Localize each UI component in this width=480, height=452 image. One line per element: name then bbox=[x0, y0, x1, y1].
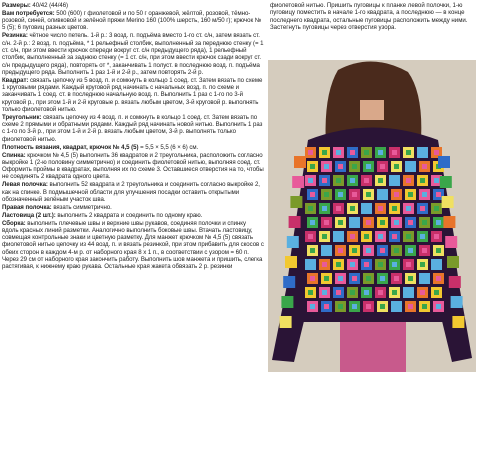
continuation-text: фиолетовой нитью. Пришить пуговицы к планке левой полочки, 1-ю пуговицу поместить в начале 1-го квадрата, а последнюю — в конце последнего квадрата, остальные пуговицы расположить между ними. Застегнуть пуговицы через отверстия узора. bbox=[270, 2, 468, 31]
granny-square bbox=[431, 203, 442, 214]
section-sizes bbox=[2, 2, 264, 9]
section-text: чётное число петель. 1-й р.: 3 возд. п. подъёма вместо 1-го ст. с/н, затем вязать ст. с/н. 2-й р.: 2 возд. п. подъёма, * 1 рельефный столбик, выполненный за переднюю стенку (= 1 ст. с/н, при этом ввести крючок спереди вокруг ст. с/н предыдущего ряда), 1 рельефный столбик, выполненный за заднюю стенку (= 1 ст. с/н, при этом ввести крючок сзади вокруг ст. с/н предыдущего ряда), повторять от *, заканчивать 1 полуст. в последнюю возд. п. подъёма предыдущего ряда. Выполнить 1 раз 1-й и 2-й р., затем повторять 2-й р. bbox=[2, 32, 264, 76]
granny-square bbox=[349, 189, 360, 200]
granny-square bbox=[377, 189, 388, 200]
granny-square bbox=[333, 175, 344, 186]
granny-square bbox=[333, 259, 344, 270]
granny-square bbox=[363, 301, 374, 312]
granny-square bbox=[403, 147, 414, 158]
section-title: Левая полочка: bbox=[2, 181, 48, 189]
granny-square bbox=[333, 287, 344, 298]
section-text: выполнить плечевые швы и верхние швы рукавов, соединяя полочки и спинку вдоль красных линий разметки. Аналогично выполнить боковые швы. Втачать ластовицу, совмещая контрольные знаки и цветную разметку. Для манжет крючком № 4,5 (5) связать фиолетовой нитью цепочку из 44 возд. п. и вязать резинкой, при этом прибавить для скосов с обеих сторон в каждом 4-м р. от наборного края 8 х 1 п., в соответствии с узором = 60 п. Через 29 см от наборного края закончить работу. Выполнить шов манжета и пришить, слегка растягивая, к нижнему краю рукава. Остальные края жакета обвязать 2 р. резинки bbox=[2, 219, 264, 271]
granny-square bbox=[319, 147, 330, 158]
granny-square bbox=[307, 273, 318, 284]
section-title: Ластовица (2 шт.): bbox=[2, 211, 56, 219]
granny-square bbox=[363, 189, 374, 200]
granny-square bbox=[349, 217, 360, 228]
granny-square bbox=[305, 231, 316, 242]
granny-square bbox=[419, 301, 430, 312]
granny-square bbox=[305, 147, 316, 158]
granny-square bbox=[363, 217, 374, 228]
granny-square bbox=[361, 259, 372, 270]
section-title: Вам потребуется: bbox=[2, 9, 55, 17]
granny-square bbox=[307, 245, 318, 256]
section-title: Спинка: bbox=[2, 151, 26, 159]
granny-square bbox=[377, 245, 388, 256]
granny-square bbox=[307, 301, 318, 312]
granny-square bbox=[375, 203, 386, 214]
granny-square bbox=[433, 245, 444, 256]
granny-square bbox=[363, 273, 374, 284]
granny-square bbox=[419, 245, 430, 256]
granny-square bbox=[335, 161, 346, 172]
granny-square bbox=[361, 287, 372, 298]
granny-square bbox=[389, 287, 400, 298]
sleeve-square bbox=[438, 156, 450, 168]
model-photo bbox=[268, 60, 476, 372]
section-title: Треугольник: bbox=[2, 113, 42, 121]
granny-square bbox=[305, 287, 316, 298]
sleeve-square bbox=[452, 316, 464, 328]
granny-square bbox=[391, 189, 402, 200]
granny-square bbox=[391, 301, 402, 312]
section-title: Правая полочка: bbox=[2, 203, 52, 211]
granny-square bbox=[403, 287, 414, 298]
granny-square bbox=[363, 245, 374, 256]
granny-square bbox=[349, 161, 360, 172]
granny-square bbox=[333, 203, 344, 214]
sleeve-square bbox=[287, 236, 299, 248]
section-title: Плотность вязания, квадрат, крючок № 4,5 (5) bbox=[2, 143, 139, 151]
section-materials bbox=[2, 10, 264, 32]
granny-square bbox=[389, 231, 400, 242]
granny-square bbox=[431, 231, 442, 242]
granny-square bbox=[405, 273, 416, 284]
granny-square bbox=[405, 245, 416, 256]
granny-square bbox=[347, 287, 358, 298]
section-text: крючком № 4,5 (5) выполнить 36 квадратов и 2 треугольника, расположить согласно выкройке 1 (2-ю половину симметрично) и соединить фиолетовой нитью, выполняя соед. ст. Оформить проймы в квадратах, выполняя их по схеме 3. Оставшиеся отверстия на то, чтобы не соединять 2 квадрата одного цвета. bbox=[2, 151, 264, 181]
granny-square bbox=[375, 259, 386, 270]
granny-square bbox=[347, 203, 358, 214]
section-text: связать цепочку из 5 возд. п. и сомкнуть в кольцо 1 соед. ст. Затем вязать по схеме 1 круговыми рядами. Каждый круговой ряд начинать с начальных возд. п. по схеме и заканчивать 1 соед. ст. в последнюю начальную возд. п. Выполнить 1 раз с 1-го по 3-й круговой р., при этом 1-й и 2-й круговые р. вязать любым цветом, 3-й круговой р. выполнять только фиолетовой нитью. bbox=[2, 76, 263, 113]
granny-square bbox=[335, 301, 346, 312]
jacket-illustration bbox=[268, 60, 476, 372]
section-text: 500 (600) г фиолетовой и по 50 г оранжевой, жёлтой, розовой, тёмно-розовой, синей, оливковой и зелёной пряжи Merino 160 (100% шерсть, 160 м/50 г); крючок № 5 (5); 6 пуговиц разных цветов. bbox=[2, 9, 262, 32]
granny-square bbox=[305, 175, 316, 186]
granny-square bbox=[305, 203, 316, 214]
granny-square bbox=[389, 203, 400, 214]
granny-square bbox=[347, 231, 358, 242]
granny-square bbox=[335, 273, 346, 284]
sleeve-square bbox=[281, 296, 293, 308]
sleeve-square bbox=[443, 216, 455, 228]
granny-square bbox=[321, 189, 332, 200]
granny-square bbox=[375, 287, 386, 298]
sleeve-square bbox=[280, 316, 292, 328]
granny-square bbox=[321, 245, 332, 256]
section-rib bbox=[2, 32, 264, 76]
granny-square bbox=[347, 175, 358, 186]
granny-square bbox=[349, 273, 360, 284]
granny-square bbox=[419, 161, 430, 172]
granny-square bbox=[307, 161, 318, 172]
granny-square bbox=[431, 259, 442, 270]
granny-square bbox=[377, 301, 388, 312]
granny-square bbox=[321, 217, 332, 228]
granny-square bbox=[403, 231, 414, 242]
sleeve-square bbox=[449, 276, 461, 288]
granny-square bbox=[403, 175, 414, 186]
granny-square bbox=[405, 217, 416, 228]
granny-square bbox=[361, 175, 372, 186]
granny-square bbox=[321, 301, 332, 312]
granny-square bbox=[419, 217, 430, 228]
section-text: вязать симметрично. bbox=[51, 203, 112, 211]
granny-square bbox=[361, 203, 372, 214]
sleeve-square bbox=[283, 276, 295, 288]
section-text: = 5,5 × 5,5 (6 × 6) см. bbox=[138, 143, 199, 151]
section-title: Сборка: bbox=[2, 219, 26, 227]
sleeve-square bbox=[285, 256, 297, 268]
granny-square bbox=[389, 175, 400, 186]
granny-square bbox=[405, 189, 416, 200]
section-gusset bbox=[2, 212, 264, 219]
granny-square bbox=[405, 301, 416, 312]
granny-square bbox=[377, 273, 388, 284]
granny-square bbox=[361, 231, 372, 242]
granny-square bbox=[349, 245, 360, 256]
granny-square bbox=[391, 217, 402, 228]
sleeve-square bbox=[290, 196, 302, 208]
granny-square bbox=[391, 161, 402, 172]
section-title: Размеры: bbox=[2, 2, 31, 9]
granny-square bbox=[361, 147, 372, 158]
granny-square bbox=[335, 217, 346, 228]
granny-square bbox=[321, 161, 332, 172]
sleeve-square bbox=[289, 216, 301, 228]
sleeve-square bbox=[445, 236, 457, 248]
section-triangle bbox=[2, 114, 264, 143]
granny-square bbox=[405, 161, 416, 172]
section-square bbox=[2, 77, 264, 113]
granny-square bbox=[377, 217, 388, 228]
sleeve-square bbox=[294, 156, 306, 168]
section-gauge bbox=[2, 144, 264, 151]
granny-square bbox=[417, 203, 428, 214]
granny-square bbox=[417, 147, 428, 158]
granny-square bbox=[431, 287, 442, 298]
granny-square bbox=[333, 147, 344, 158]
granny-square bbox=[319, 175, 330, 186]
granny-square bbox=[403, 203, 414, 214]
granny-square bbox=[375, 231, 386, 242]
granny-square bbox=[375, 147, 386, 158]
section-right-front bbox=[2, 204, 264, 211]
granny-square bbox=[375, 175, 386, 186]
granny-square bbox=[319, 287, 330, 298]
granny-square bbox=[389, 259, 400, 270]
granny-square bbox=[419, 189, 430, 200]
section-text: выполнить 52 квадрата и 2 треугольника и соединить согласно выкройке 2, как на спинке. В подмышечной области для улучшения посадки оставить открытыми обозначенный зелёным участок шва. bbox=[2, 181, 260, 203]
granny-square bbox=[307, 189, 318, 200]
granny-square bbox=[417, 259, 428, 270]
section-text: выполнить 2 квадрата и соединить по одному краю. bbox=[55, 211, 203, 219]
sleeve-square bbox=[440, 176, 452, 188]
sleeve-square bbox=[292, 176, 304, 188]
section-back bbox=[2, 152, 264, 181]
section-left-front bbox=[2, 181, 264, 203]
granny-square bbox=[319, 259, 330, 270]
granny-square bbox=[417, 231, 428, 242]
section-text: связать цепочку из 4 возд. п. и сомкнуть в кольцо 1 соед. ст. Затем вязать по схеме 2 прямыми и обратными рядами. Каждый ряд начинать новой нитью. Выполнить 1 раз с 1-го по 3-й р., при этом 1-й и 2-й р. вязать любым цветом, 3-й р. выполнять только фиолетовой нитью. bbox=[2, 113, 263, 143]
granny-square bbox=[363, 161, 374, 172]
instructions-continuation bbox=[270, 2, 476, 32]
granny-square bbox=[377, 161, 388, 172]
granny-square bbox=[417, 287, 428, 298]
granny-square bbox=[319, 203, 330, 214]
section-assembly bbox=[2, 220, 264, 271]
granny-square bbox=[321, 273, 332, 284]
granny-square bbox=[433, 301, 444, 312]
granny-square bbox=[347, 147, 358, 158]
granny-square bbox=[433, 273, 444, 284]
sleeve-square bbox=[442, 196, 454, 208]
granny-square bbox=[319, 231, 330, 242]
granny-square bbox=[391, 273, 402, 284]
granny-square bbox=[333, 231, 344, 242]
section-title: Квадрат: bbox=[2, 76, 29, 84]
sleeve-square bbox=[451, 296, 463, 308]
granny-square bbox=[389, 147, 400, 158]
granny-square bbox=[335, 189, 346, 200]
granny-square bbox=[391, 245, 402, 256]
granny-square bbox=[417, 175, 428, 186]
granny-square bbox=[305, 259, 316, 270]
neck bbox=[360, 100, 384, 120]
granny-square bbox=[307, 217, 318, 228]
section-title: Резинка: bbox=[2, 32, 28, 40]
section-text: 40/42 (44/46) bbox=[30, 2, 69, 9]
instructions-column bbox=[2, 2, 264, 271]
granny-square bbox=[433, 217, 444, 228]
granny-square bbox=[347, 259, 358, 270]
sleeve-square bbox=[447, 256, 459, 268]
granny-square bbox=[349, 301, 360, 312]
granny-square bbox=[335, 245, 346, 256]
granny-square bbox=[419, 273, 430, 284]
granny-square bbox=[403, 259, 414, 270]
